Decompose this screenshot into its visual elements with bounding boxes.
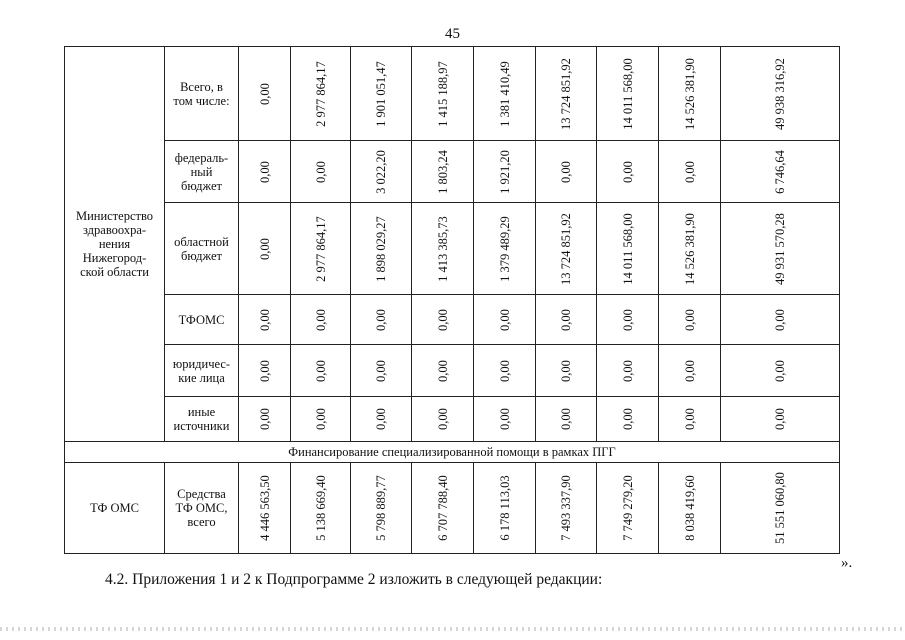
source-line: ТФ ОМС,	[175, 501, 228, 515]
cell-value: 14 011 568,00	[620, 212, 635, 285]
source-line: всего	[187, 515, 216, 529]
value-cell	[659, 47, 721, 141]
org-name-line: Министерство	[75, 209, 154, 223]
cell-value: 0,00	[497, 408, 512, 430]
value-cell	[536, 463, 597, 554]
cell-value: 1 379 489,29	[497, 215, 512, 282]
cell-value: 7 493 337,90	[559, 475, 573, 541]
value-cell	[721, 141, 840, 203]
value-cell	[412, 141, 474, 203]
cell-value: 0,00	[497, 308, 512, 331]
page-number: 45	[445, 26, 460, 42]
value-cell	[597, 141, 659, 203]
source-line: Всего, в	[180, 79, 223, 94]
cell-value: 14 011 568,00	[620, 57, 635, 130]
cell-value: 0,00	[374, 408, 388, 430]
table-row	[65, 345, 840, 397]
cell-value: 0,00	[682, 408, 697, 430]
value-cell	[291, 345, 351, 397]
cell-value: 13 724 851,92	[559, 212, 573, 285]
cell-value: 6 746,64	[773, 149, 787, 194]
cell-value: 0,00	[620, 308, 635, 331]
cell-value: 0,00	[257, 408, 272, 430]
value-cell	[239, 397, 291, 442]
cell-value: 0,00	[559, 308, 573, 331]
cell-value: 0,00	[313, 408, 328, 430]
cell-value: 2 977 864,17	[313, 60, 328, 127]
organization-cell	[65, 463, 165, 554]
org-name-line: нения	[98, 237, 131, 251]
section-heading-row	[65, 442, 840, 463]
cell-value: 0,00	[559, 359, 573, 382]
source-line: кие лица	[178, 370, 225, 385]
value-cell	[239, 345, 291, 397]
source-cell	[165, 203, 239, 295]
ministry-section	[65, 47, 840, 442]
value-cell	[474, 463, 536, 554]
org-name-line: ской области	[80, 265, 149, 279]
source-cell	[165, 463, 239, 554]
value-cell	[239, 463, 291, 554]
value-cell	[412, 345, 474, 397]
cell-value: 0,00	[559, 408, 573, 430]
value-cell	[412, 397, 474, 442]
cell-value: 0,00	[313, 359, 328, 382]
cell-value: 0,00	[435, 408, 450, 430]
value-cell	[239, 203, 291, 295]
value-cell	[351, 203, 412, 295]
source-line: ный	[190, 164, 213, 179]
cell-value: 1 901 051,47	[374, 60, 388, 127]
value-cell	[721, 345, 840, 397]
value-cell	[721, 203, 840, 295]
cell-value: 0,00	[682, 160, 697, 183]
cell-value: 0,00	[257, 160, 272, 183]
value-cell	[412, 47, 474, 141]
cell-value: 0,00	[773, 359, 787, 382]
cell-value: 0,00	[682, 308, 697, 331]
value-cell	[351, 141, 412, 203]
value-cell	[351, 463, 412, 554]
cell-value: 13 724 851,92	[559, 57, 573, 130]
value-cell	[291, 47, 351, 141]
cell-value: 49 938 316,92	[773, 57, 787, 130]
cell-value: 2 977 864,17	[313, 215, 328, 282]
value-cell	[597, 345, 659, 397]
source-line: областной	[174, 234, 229, 249]
value-cell	[474, 397, 536, 442]
value-cell	[659, 141, 721, 203]
value-cell	[291, 463, 351, 554]
cell-value: 51 551 060,80	[773, 472, 787, 544]
value-cell	[351, 47, 412, 141]
scan-artifact-divider	[0, 627, 905, 631]
source-line: бюджет	[181, 178, 222, 193]
source-line: ТФОМС	[178, 312, 225, 327]
value-cell	[291, 397, 351, 442]
cell-value: 0,00	[257, 237, 272, 260]
source-line: источники	[173, 419, 230, 433]
value-cell	[597, 295, 659, 345]
cell-value: 14 526 381,90	[682, 57, 697, 130]
table-row	[65, 141, 840, 203]
source-cell	[165, 397, 239, 442]
source-cell	[165, 345, 239, 397]
source-line: Средства	[177, 487, 226, 501]
value-cell	[351, 345, 412, 397]
cell-value: 1 898 029,27	[374, 215, 388, 282]
cell-value: 0,00	[435, 308, 450, 331]
source-line: юридичес-	[172, 356, 231, 371]
value-cell	[474, 295, 536, 345]
cell-value: 8 038 419,60	[682, 475, 697, 541]
value-cell	[659, 203, 721, 295]
value-cell	[536, 295, 597, 345]
value-cell	[659, 463, 721, 554]
cell-value: 0,00	[559, 160, 573, 183]
cell-value: 0,00	[374, 308, 388, 331]
cell-value: 0,00	[497, 359, 512, 382]
table-row	[65, 397, 840, 442]
value-cell	[474, 203, 536, 295]
org-name-line: здравоохра-	[82, 223, 147, 237]
tfoms-section	[65, 463, 840, 554]
financing-table	[64, 46, 840, 554]
cell-value: 1 921,20	[497, 149, 512, 194]
table-row	[65, 47, 840, 141]
cell-value: 0,00	[773, 408, 787, 430]
cell-value: 1 803,24	[435, 149, 450, 194]
value-cell	[291, 141, 351, 203]
cell-value: 0,00	[620, 408, 635, 430]
cell-value: 6 178 113,03	[497, 475, 512, 541]
section-heading: Финансирование специализированной помощи в рамках ПГГ	[65, 442, 840, 463]
org-name-line: ТФ ОМС	[90, 501, 139, 515]
value-cell	[659, 295, 721, 345]
organization-cell	[65, 47, 165, 442]
value-cell	[412, 203, 474, 295]
cell-value: 0,00	[620, 359, 635, 382]
cell-value: 0,00	[257, 82, 272, 105]
cell-value: 1 381 410,49	[497, 60, 512, 127]
value-cell	[721, 47, 840, 141]
cell-value: 6 707 788,40	[435, 475, 450, 541]
table-row	[65, 463, 840, 554]
value-cell	[721, 463, 840, 554]
value-cell	[659, 345, 721, 397]
cell-value: 0,00	[435, 359, 450, 382]
value-cell	[536, 397, 597, 442]
value-cell	[597, 47, 659, 141]
cell-value: 0,00	[374, 359, 388, 382]
value-cell	[291, 295, 351, 345]
source-line: бюджет	[181, 248, 222, 263]
value-cell	[597, 397, 659, 442]
value-cell	[721, 397, 840, 442]
table-row	[65, 295, 840, 345]
value-cell	[239, 47, 291, 141]
cell-value: 5 138 669,40	[313, 475, 328, 541]
value-cell	[536, 203, 597, 295]
cell-value: 5 798 889,77	[374, 475, 388, 541]
table-row	[65, 203, 840, 295]
cell-value: 0,00	[257, 308, 272, 331]
value-cell	[536, 141, 597, 203]
source-cell	[165, 47, 239, 141]
cell-value: 4 446 563,50	[257, 475, 272, 541]
value-cell	[659, 397, 721, 442]
cell-value: 1 415 188,97	[435, 60, 450, 127]
cell-value: 3 022,20	[374, 149, 388, 194]
value-cell	[474, 47, 536, 141]
cell-value: 1 413 385,73	[435, 215, 450, 282]
value-cell	[721, 295, 840, 345]
value-cell	[536, 345, 597, 397]
value-cell	[351, 295, 412, 345]
cell-value: 14 526 381,90	[682, 212, 697, 285]
value-cell	[597, 463, 659, 554]
value-cell	[239, 141, 291, 203]
value-cell	[412, 463, 474, 554]
value-cell	[597, 203, 659, 295]
cell-value: 0,00	[257, 359, 272, 382]
cell-value: 0,00	[620, 160, 635, 183]
cell-value: 0,00	[773, 308, 787, 331]
cell-value: 0,00	[313, 160, 328, 183]
cell-value: 7 749 279,20	[620, 475, 635, 541]
org-name-line: Нижегород-	[82, 251, 147, 265]
source-line: иные	[187, 405, 216, 419]
cell-value: 0,00	[682, 359, 697, 382]
value-cell	[291, 203, 351, 295]
cell-value: 49 931 570,28	[773, 212, 787, 285]
value-cell	[474, 345, 536, 397]
instruction-paragraph: 4.2. Приложения 1 и 2 к Подпрограмме 2 изложить в следующей редакции:	[105, 571, 603, 588]
value-cell	[239, 295, 291, 345]
source-line: федераль-	[174, 150, 229, 165]
value-cell	[474, 141, 536, 203]
value-cell	[536, 47, 597, 141]
value-cell	[412, 295, 474, 345]
source-cell	[165, 295, 239, 345]
closing-quote-mark: ».	[841, 555, 853, 571]
source-cell	[165, 141, 239, 203]
value-cell	[351, 397, 412, 442]
source-line: том числе:	[173, 93, 230, 108]
cell-value: 0,00	[313, 308, 328, 331]
